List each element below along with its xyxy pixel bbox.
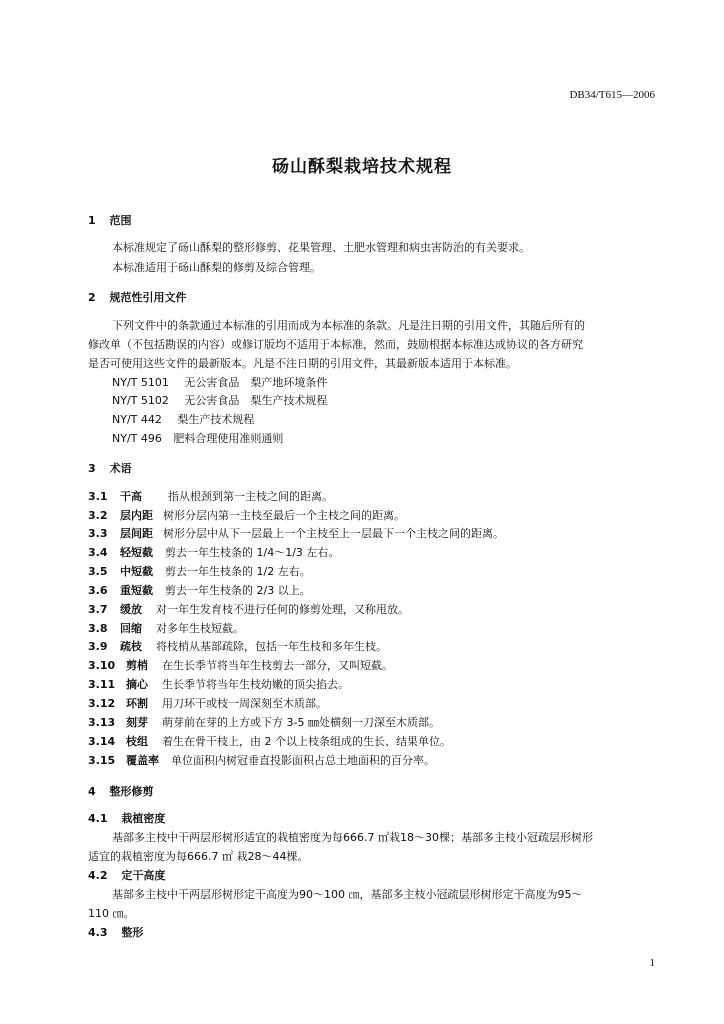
reference-title: 肥料合理使用准则通则 bbox=[173, 432, 284, 445]
term-definition: 剪去一年生枝条的 2/3 以上。 bbox=[165, 584, 311, 597]
paragraph-line: 基部多主枝中干两层形树形适宜的栽植密度为每666.7 ㎡栽18～30棵；基部多主枝小冠疏层形树形 bbox=[112, 831, 593, 844]
subsection-number: 4.3 bbox=[88, 926, 108, 939]
reference-title: 无公害食品 梨生产技术规程 bbox=[184, 394, 328, 407]
section-4-heading bbox=[88, 783, 154, 799]
reference-item bbox=[112, 411, 254, 427]
term-name: 剪梢 bbox=[126, 659, 148, 672]
term-number: 3.4 bbox=[88, 546, 108, 559]
subsection-number: 4.1 bbox=[88, 812, 108, 825]
term-name: 覆盖率 bbox=[126, 754, 159, 767]
term-entry bbox=[88, 752, 435, 768]
term-definition: 树形分层内第一主枝至最后一个主枝之间的距离。 bbox=[163, 509, 405, 522]
section-number: 3 bbox=[88, 462, 96, 475]
term-name: 环割 bbox=[126, 697, 148, 710]
reference-item bbox=[112, 374, 327, 390]
term-name: 缓放 bbox=[120, 603, 142, 616]
term-definition: 着生在骨干枝上，由 2 个以上枝条组成的生长、结果单位。 bbox=[162, 735, 451, 748]
term-entry bbox=[88, 525, 504, 541]
term-name: 回缩 bbox=[120, 622, 142, 635]
term-number: 3.10 bbox=[88, 659, 116, 672]
term-number: 3.8 bbox=[88, 622, 108, 635]
reference-title: 梨生产技术规程 bbox=[177, 413, 255, 426]
term-entry bbox=[88, 657, 393, 673]
section-title: 整形修剪 bbox=[109, 785, 154, 798]
term-number: 3.11 bbox=[88, 678, 116, 691]
paragraph-line: 修改单（不包括勘误的内容）或修订版均不适用于本标准，然而，鼓励根据本标准达成协议的各方研究 bbox=[88, 338, 583, 351]
subsection-4-2-heading bbox=[88, 867, 165, 883]
term-name: 轻短截 bbox=[120, 546, 153, 559]
term-entry bbox=[88, 488, 333, 504]
term-entry bbox=[88, 544, 339, 560]
section-number: 4 bbox=[88, 785, 96, 798]
term-definition: 剪去一年生枝条的 1/2 左右。 bbox=[165, 565, 311, 578]
standard-code: DB34/T615—2006 bbox=[569, 89, 655, 101]
term-definition: 生长季节将当年生枝幼嫩的顶尖掐去。 bbox=[162, 678, 349, 691]
paragraph-line: 基部多主枝中干两层形树形定干高度为90～100 ㎝，基部多主枝小冠疏层形树形定干高度为95～ bbox=[112, 888, 583, 901]
term-entry bbox=[88, 620, 244, 636]
term-entry bbox=[88, 563, 311, 579]
term-entry bbox=[88, 733, 451, 749]
subsection-4-3-heading bbox=[88, 924, 143, 940]
page-number: 1 bbox=[649, 957, 655, 969]
paragraph-line: 下列文件中的条款通过本标准的引用而成为本标准的条款。凡是注日期的引用文件，其随后所有的 bbox=[112, 319, 585, 332]
subsection-title: 整形 bbox=[121, 926, 144, 939]
term-definition: 指从根颈到第一主枝之间的距离。 bbox=[168, 490, 333, 503]
reference-code: NY/T 5101 bbox=[112, 376, 169, 389]
term-definition: 在生长季节将当年生枝剪去一部分，又叫短截。 bbox=[162, 659, 393, 672]
term-number: 3.3 bbox=[88, 527, 108, 540]
term-definition: 萌芽前在芽的上方或下方 3-5 ㎜处横刻一刀深至木质部。 bbox=[162, 716, 440, 729]
reference-item bbox=[112, 430, 283, 446]
paragraph: 本标准规定了砀山酥梨的整形修剪、花果管理、土肥水管理和病虫害防治的有关要求。 bbox=[112, 241, 530, 254]
term-name: 层内距 bbox=[120, 509, 153, 522]
page-title: 砀山酥梨栽培技术规程 bbox=[272, 157, 452, 177]
term-number: 3.15 bbox=[88, 754, 116, 767]
term-entry bbox=[88, 695, 327, 711]
section-title: 规范性引用文件 bbox=[109, 291, 187, 304]
term-name: 摘心 bbox=[126, 678, 148, 691]
term-entry bbox=[88, 507, 405, 523]
term-name: 刻芽 bbox=[126, 716, 148, 729]
paragraph-line: 是否可使用这些文件的最新版本。凡是不注日期的引用文件，其最新版本适用于本标准。 bbox=[88, 357, 517, 370]
reference-title: 无公害食品 梨产地环境条件 bbox=[184, 376, 328, 389]
term-entry bbox=[88, 714, 440, 730]
term-definition: 树形分层中从下一层最上一个主枝至上一层最下一个主枝之间的距离。 bbox=[163, 527, 504, 540]
term-definition: 剪去一年生枝条的 1/4～1/3 左右。 bbox=[165, 546, 340, 559]
subsection-4-1-heading bbox=[88, 810, 165, 826]
term-definition: 将枝梢从基部疏除，包括一年生枝和多年生枝。 bbox=[156, 640, 387, 653]
section-2-heading bbox=[88, 289, 187, 305]
paragraph-line: 110 ㎝。 bbox=[88, 907, 135, 920]
section-3-heading bbox=[88, 460, 132, 476]
term-entry bbox=[88, 582, 311, 598]
term-number: 3.1 bbox=[88, 490, 108, 503]
paragraph: 本标准适用于砀山酥梨的修剪及综合管理。 bbox=[112, 261, 321, 274]
term-name: 枝组 bbox=[126, 735, 148, 748]
term-definition: 用刀环干或枝一周深刻至木质部。 bbox=[162, 697, 327, 710]
subsection-title: 定干高度 bbox=[121, 869, 166, 882]
section-title: 术语 bbox=[109, 462, 132, 475]
reference-item bbox=[112, 392, 327, 408]
reference-code: NY/T 5102 bbox=[112, 394, 169, 407]
term-name: 中短截 bbox=[120, 565, 153, 578]
term-definition: 单位面积内树冠垂直投影面积占总土地面积的百分率。 bbox=[171, 754, 435, 767]
term-name: 疏枝 bbox=[120, 640, 142, 653]
section-1-heading bbox=[88, 212, 132, 228]
term-name: 重短截 bbox=[120, 584, 153, 597]
term-entry bbox=[88, 638, 387, 654]
term-number: 3.2 bbox=[88, 509, 108, 522]
term-name: 层间距 bbox=[120, 527, 153, 540]
paragraph-line: 适宜的栽植密度为每666.7 ㎡ 栽28～44棵。 bbox=[88, 850, 309, 863]
term-number: 3.7 bbox=[88, 603, 108, 616]
subsection-number: 4.2 bbox=[88, 869, 108, 882]
term-entry bbox=[88, 676, 349, 692]
term-definition: 对一年生发育枝不进行任何的修剪处理，又称甩放。 bbox=[156, 603, 409, 616]
term-number: 3.5 bbox=[88, 565, 108, 578]
term-number: 3.12 bbox=[88, 697, 116, 710]
term-number: 3.9 bbox=[88, 640, 108, 653]
term-number: 3.6 bbox=[88, 584, 108, 597]
term-number: 3.14 bbox=[88, 735, 116, 748]
term-number: 3.13 bbox=[88, 716, 116, 729]
term-entry bbox=[88, 601, 409, 617]
term-name: 干高 bbox=[120, 490, 142, 503]
section-title: 范围 bbox=[109, 214, 132, 227]
section-number: 1 bbox=[88, 214, 96, 227]
section-number: 2 bbox=[88, 291, 96, 304]
subsection-title: 栽植密度 bbox=[121, 812, 166, 825]
reference-code: NY/T 496 bbox=[112, 432, 162, 445]
term-definition: 对多年生枝短截。 bbox=[156, 622, 244, 635]
reference-code: NY/T 442 bbox=[112, 413, 162, 426]
